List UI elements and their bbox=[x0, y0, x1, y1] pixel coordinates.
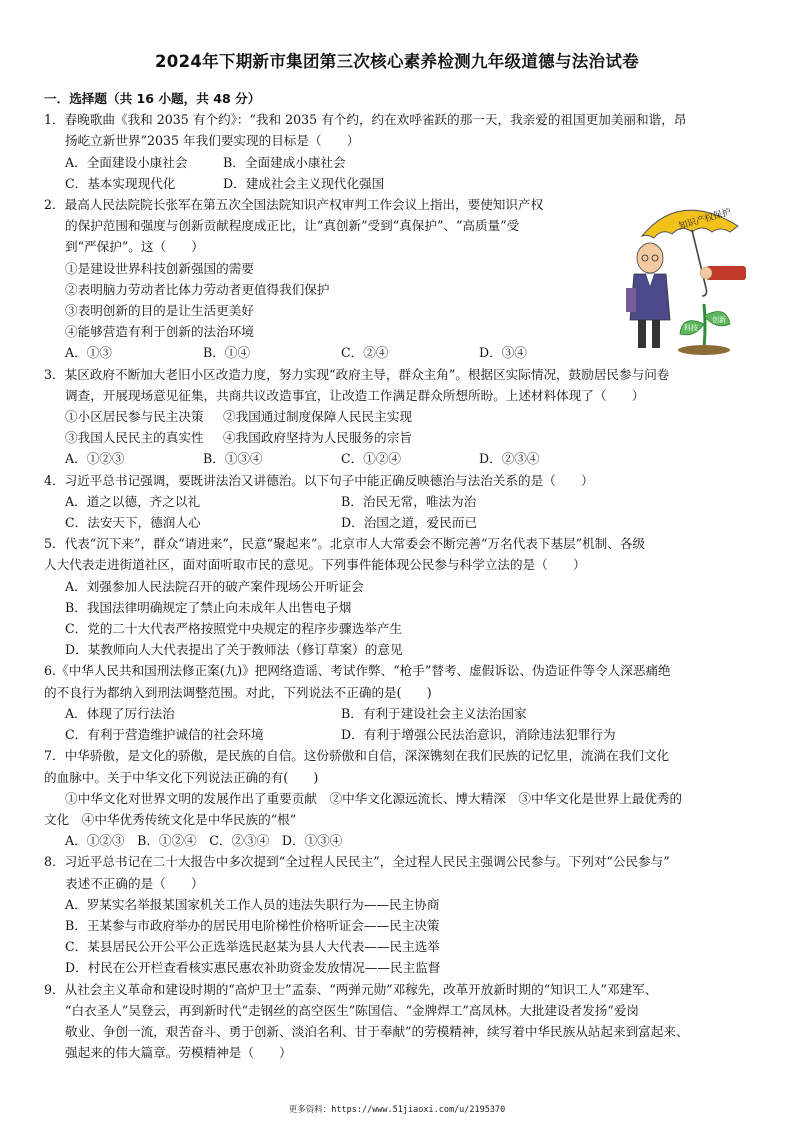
question-stem: 到“严保护”。这（ ） bbox=[65, 239, 204, 255]
leaf-left-label: 科技 bbox=[684, 324, 698, 333]
statements-row bbox=[44, 406, 756, 427]
option-a: A．①③ bbox=[65, 345, 112, 361]
question-stem: 强起来的伟大篇章。劳模精神是（ ） bbox=[65, 1045, 292, 1061]
options-row bbox=[44, 173, 756, 194]
question-stem: 调查，开展现场意见征集，共商共议改造事宜，让改造工作满足群众所想所盼。上述材料体现了（ ） bbox=[65, 387, 645, 403]
option-c: C．党的二十大代表严格按照党中央规定的程序步骤选举产生 bbox=[65, 621, 403, 637]
option-c: C．有利于营造维护诚信的社会环境 bbox=[65, 727, 264, 743]
question-stem: 人大代表走进街道社区，面对面听取市民的意见。下列事件能体现公民参与科学立法的是（ ） bbox=[44, 557, 586, 573]
option-c: C．基本实现现代化 bbox=[65, 175, 176, 191]
option-d: D．③④ bbox=[479, 345, 527, 361]
question-1 bbox=[44, 109, 756, 194]
question-8 bbox=[44, 851, 756, 978]
question-stem: 7．中华骄傲，是文化的骄傲，是民族的自信。这份骄傲和自信，深深镌刻在我们民族的记忆里，流淌在我们文化 bbox=[44, 748, 670, 764]
hand bbox=[700, 267, 712, 279]
umbrella-handle bbox=[702, 288, 707, 296]
question-7 bbox=[44, 745, 756, 851]
question-stem: 的不良行为都纳入到刑法调整范围。对此，下列说法不正确的是( ) bbox=[44, 684, 432, 700]
question-5 bbox=[44, 533, 756, 660]
options-row bbox=[44, 703, 756, 724]
question-stem: 8．习近平总书记在二十大报告中多次提到“全过程人民民主”，全过程人民民主强调公民参与。下列对“公民参与” bbox=[44, 854, 670, 870]
question-stem: 5．代表“沉下来”，群众“请进来”，民意“聚起来”。北京市人大常委会不断完善“万名代表下基层”机制、各级 bbox=[44, 536, 646, 552]
leaf-right-label: 创新 bbox=[712, 316, 726, 325]
question-stem: 表述不正确的是（ ） bbox=[65, 875, 204, 891]
statement-1: ①小区居民参与民主决策 bbox=[65, 409, 204, 425]
option-b: B．我国法律明确规定了禁止向未成年人出售电子烟 bbox=[65, 599, 352, 615]
man-head bbox=[637, 243, 663, 273]
question-stem: 2．最高人民法院院长张军在第五次全国法院知识产权审判工作会议上指出，要使知识产权 bbox=[44, 197, 544, 213]
statement-3: ③表明创新的目的是让生活更美好 bbox=[65, 303, 254, 319]
statements-row bbox=[44, 427, 756, 448]
option-b: B．①④ bbox=[203, 345, 251, 361]
options-row bbox=[44, 448, 756, 469]
statement-4: ④能够营造有利于创新的法治环境 bbox=[65, 324, 254, 340]
question-stem: 4．习近平总书记强调，要既讲法治又讲德治。以下句子中能正确反映德治与法治关系的是（ ） bbox=[44, 472, 594, 488]
book-icon bbox=[626, 288, 636, 312]
option-d: D．治国之道，爱民而已 bbox=[341, 515, 478, 531]
statement-4: ④我国政府坚持为人民服务的宗旨 bbox=[223, 430, 412, 446]
option-b: B．①③④ bbox=[203, 451, 263, 467]
section-heading: 一．选择题（共 16 小题，共 48 分） bbox=[44, 91, 261, 106]
question-6 bbox=[44, 660, 756, 745]
plant-stem bbox=[704, 304, 705, 348]
exam-content bbox=[44, 88, 756, 1063]
options-row bbox=[44, 491, 756, 512]
statement-3: ③我国人民民主的真实性 bbox=[65, 430, 204, 446]
question-2 bbox=[44, 194, 756, 364]
option-c: C．法安天下，德润人心 bbox=[65, 515, 201, 531]
statements-line: 文化 ④中华优秀传统文化是中华民族的“根” bbox=[44, 811, 297, 827]
question-stem: “白衣圣人”吴登云，再到新时代“走钢丝的高空医生”陈国信、“金牌焊工”高凤林。大批建设者发扬“爱岗 bbox=[65, 1002, 640, 1018]
page-title: 2024年下期新市集团第三次核心素养检测九年级道德与法治试卷 bbox=[155, 52, 639, 71]
footer-link[interactable]: 更多资料：https://www.51jiaoxi.com/u/2195370 bbox=[288, 1105, 506, 1115]
question-stem: 9．从社会主义革命和建设时期的“高炉卫士”孟泰、“两弹元勋”邓稼先，改革开放新时期的“知识工人”邓建军、 bbox=[44, 981, 658, 997]
options-row bbox=[44, 512, 756, 533]
option-d: D．有利于增强公民法治意识，消除违法犯罪行为 bbox=[341, 727, 616, 743]
option-d: D．村民在公开栏查看核实惠民惠农补助资金发放情况——民主监督 bbox=[65, 960, 441, 976]
option-b: B．王某参与市政府举办的居民用电阶梯性价格听证会——民主决策 bbox=[65, 917, 440, 933]
option-a: A．罗某实名举报某国家机关工作人员的违法失职行为——民主协商 bbox=[65, 896, 440, 912]
question-9 bbox=[44, 979, 756, 1064]
option-d: D．建成社会主义现代化强国 bbox=[223, 175, 385, 191]
option-d: D．某教师向人大代表提出了关于教师法（修订草案）的意见 bbox=[65, 642, 403, 658]
option-a: A．体现了厉行法治 bbox=[65, 705, 175, 721]
option-b: B．治民无常，唯法为治 bbox=[341, 493, 477, 509]
question-stem: 敬业、争创一流，艰苦奋斗、勇于创新、淡泊名利、甘于奉献”的劳模精神，续写着中华民族从站起来到富起来、 bbox=[65, 1023, 689, 1039]
option-d: D．②③④ bbox=[479, 451, 540, 467]
question-3 bbox=[44, 364, 756, 470]
option-a: A．刘强参加人民法院召开的破产案件现场公开听证会 bbox=[65, 578, 364, 594]
option-c: C．①②④ bbox=[341, 451, 402, 467]
question-4 bbox=[44, 470, 756, 534]
option-a: A．全面建设小康社会 bbox=[65, 154, 188, 170]
question-stem: 6.《中华人民共和国刑法修正案(九)》把网络造谣、考试作弊、“枪手”替考、虚假诉讼、伪造证件等令人深恶痛绝 bbox=[44, 663, 671, 679]
option-a: A．道之以德，齐之以礼 bbox=[65, 493, 201, 509]
soil bbox=[678, 345, 730, 355]
option-b: B．有利于建设社会主义法治国家 bbox=[341, 705, 527, 721]
question-stem: 扬屹立新世界”2035 年我们要实现的目标是（ ） bbox=[65, 133, 360, 149]
question-stem: 1．春晚歌曲《我和 2035 有个约》：“我和 2035 有个约，约在欢呼雀跃的那一天，我亲爱的祖国更加美丽和谐，昂 bbox=[44, 112, 687, 128]
options-row: A．①②③ B．①②④ C．②③④ D．①③④ bbox=[65, 833, 343, 849]
option-c: C．某县居民公开公平公正选举选民赵某为县人大代表——民主选举 bbox=[65, 939, 440, 955]
umbrella-label: 知识产权保护 bbox=[677, 207, 733, 233]
umbrella-pole bbox=[692, 230, 706, 288]
statement-2: ②我国通过制度保障人民民主实现 bbox=[223, 409, 412, 425]
option-a: A．①②③ bbox=[65, 451, 125, 467]
options-row bbox=[44, 724, 756, 745]
options-row bbox=[44, 152, 756, 173]
option-b: B．全面建成小康社会 bbox=[223, 154, 346, 170]
statement-2: ②表明脑力劳动者比体力劳动者更值得我们保护 bbox=[65, 281, 330, 297]
statements-line: ①中华文化对世界文明的发展作出了重要贡献 ②中华文化源远流长、博大精深 ③中华文化是世界上最优秀的 bbox=[65, 790, 683, 806]
question-stem: 3．某区政府不断加大老旧小区改造力度，努力实现“政府主导，群众主角”。根据区实际情况，鼓励居民参与问卷 bbox=[44, 366, 670, 382]
ip-protection-cartoon bbox=[620, 196, 760, 356]
question-stem: 的保护范围和强度与创新贡献程度成正比，让“真创新”受到“真保护”、“高质量”受 bbox=[65, 218, 520, 234]
option-c: C．②④ bbox=[341, 345, 389, 361]
statement-1: ①是建设世界科技创新强国的需要 bbox=[65, 260, 254, 276]
question-stem: 的血脉中。关于中华文化下列说法正确的有( ) bbox=[44, 769, 319, 785]
